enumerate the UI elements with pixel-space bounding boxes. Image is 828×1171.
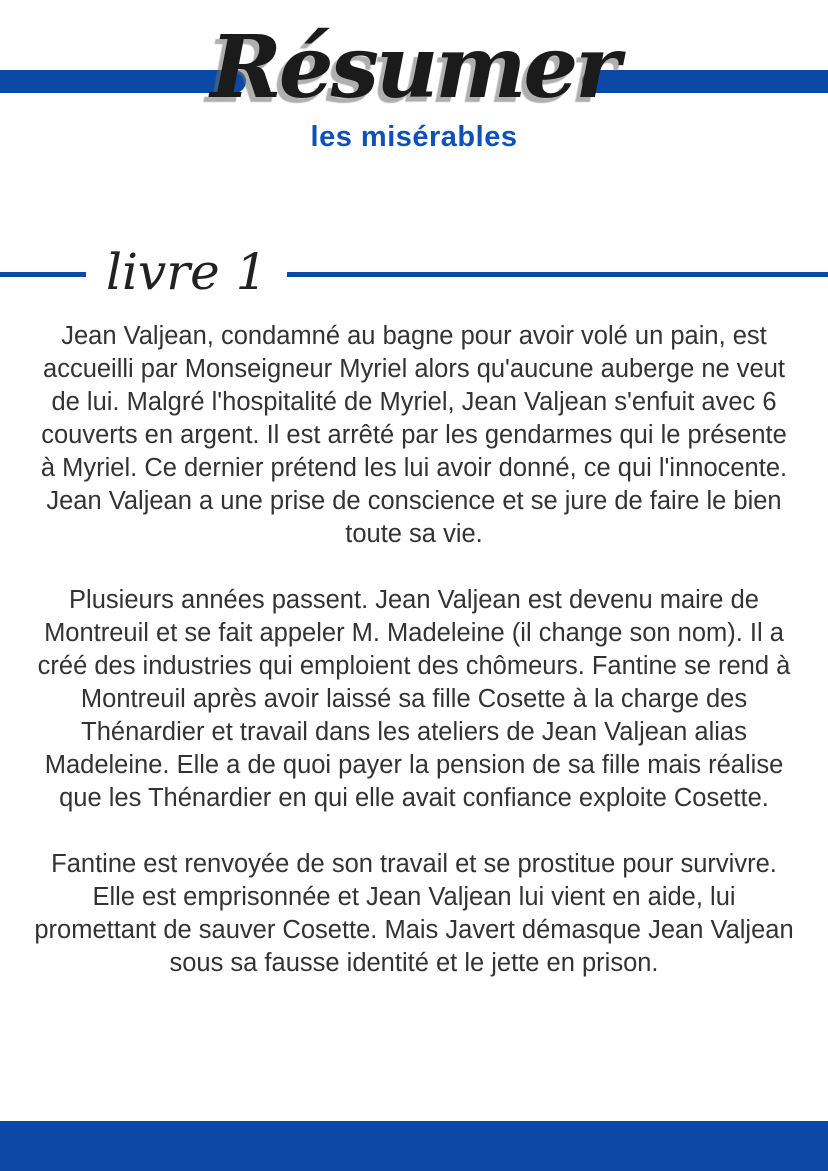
- section-heading-row: [0, 242, 828, 306]
- page-subtitle: les misérables: [310, 121, 518, 154]
- paragraph: Jean Valjean, condamné au bagne pour avoir volé un pain, est accueilli par Monseigneur Myriel alors qu'aucune auberge ne veut de lui. Malgré l'hospitalité de Myriel, Jean Valjean s'enfuit avec 6 couverts en argent. Il est arrêté par les gendarmes qui le présente à Myriel. Ce dernier prétend les lui avoir donné, ce qui l'innocente. Jean Valjean a une prise de conscience et se jure de faire le bien toute sa vie.: [40, 322, 788, 549]
- summary-text: [32, 320, 796, 980]
- section-heading: livre 1: [106, 243, 268, 302]
- paragraph: Fantine est renvoyée de son travail et se prostitue pour survivre. Elle est emprisonnée et Jean Valjean lui vient en aide, lui promettant de sauver Cosette. Mais Javert démasque Jean Valjean sous sa fausse identité et le jette en prison.: [34, 850, 794, 978]
- header: [0, 0, 828, 154]
- section-rule-right: [287, 272, 828, 277]
- footer-bar: [0, 1121, 828, 1171]
- page-title: Résumer: [210, 17, 618, 118]
- section-rule-left: [0, 272, 86, 277]
- paragraph: Plusieurs années passent. Jean Valjean est devenu maire de Montreuil et se fait appeler M. Madeleine (il change son nom). Il a créé des industries qui emploient des chômeurs. Fantine se rend à Montreuil après avoir laissé sa fille Cosette à la charge des Thénardier et travail dans les ateliers de Jean Valjean alias Madeleine. Elle a de quoi payer la pension de sa fille mais réalise que les Thénardier en qui elle avait confiance exploite Cosette.: [37, 586, 791, 813]
